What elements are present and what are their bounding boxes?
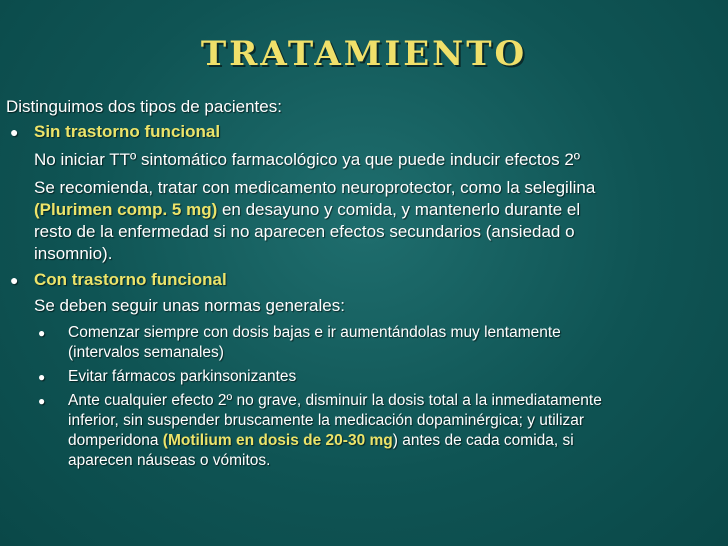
motilium-dose-highlight: (Motilium en dosis de 20-30 mg — [162, 432, 393, 449]
list-item-line1: Evitar fármacos parkinsonizantes — [68, 368, 297, 385]
section1-p2-line2 — [34, 199, 722, 221]
section2-heading-row — [6, 269, 722, 291]
list-item-line3-text-end: ) antes de cada comida, si — [392, 432, 574, 449]
section1-paragraph1: No iniciar TTº sintomático farmacológico ya que puede inducir efectos 2º — [34, 150, 580, 169]
section1-p2-line1: Se recomienda, tratar con medicamento neuroprotector, como la selegilina — [34, 178, 596, 197]
section1-heading-row — [6, 121, 722, 143]
list-item — [6, 391, 722, 471]
slide-title: TRATAMIENTO — [200, 34, 528, 74]
list-item — [6, 367, 722, 387]
section2-heading: Con trastorno funcional — [34, 270, 227, 289]
bullet-icon: ● — [38, 394, 46, 408]
list-item-line3 — [68, 431, 602, 451]
section1-heading: Sin trastorno funcional — [34, 122, 221, 141]
section1-p2-line4: insomnio). — [34, 244, 113, 263]
list-item-line1: Comenzar siempre con dosis bajas e ir aumentándolas muy lentamente — [68, 324, 561, 341]
slide-content — [6, 96, 722, 471]
plurimen-dose-highlight: (Plurimen comp. 5 mg) — [34, 200, 218, 219]
section1-paragraph2 — [6, 177, 722, 265]
list-item-line2: inferior, sin suspender bruscamente la medicación dopaminérgica; y utilizar — [68, 412, 585, 429]
list-item — [6, 323, 722, 363]
section1-p2-line3: resto de la enfermedad si no aparecen efectos secundarios (ansiedad o — [34, 222, 575, 241]
bullet-icon: ● — [38, 370, 46, 384]
list-item-line1: Ante cualquier efecto 2º no grave, disminuir la dosis total a la inmediatamente — [68, 392, 602, 409]
bullet-icon: ● — [10, 272, 19, 288]
list-item-line2: (intervalos semanales) — [68, 344, 224, 361]
intro-text: Distinguimos dos tipos de pacientes: — [6, 97, 282, 116]
bullet-icon: ● — [38, 326, 46, 340]
bullet-icon: ● — [10, 124, 19, 140]
section1-p2-line2-text: en desayuno y comida, y mantenerlo durante el — [217, 200, 581, 219]
section2-paragraph1: Se deben seguir unas normas generales: — [34, 296, 345, 315]
list-item-line4: aparecen náuseas o vómitos. — [68, 452, 271, 469]
list-item-line3-text: domperidona — [68, 432, 163, 449]
